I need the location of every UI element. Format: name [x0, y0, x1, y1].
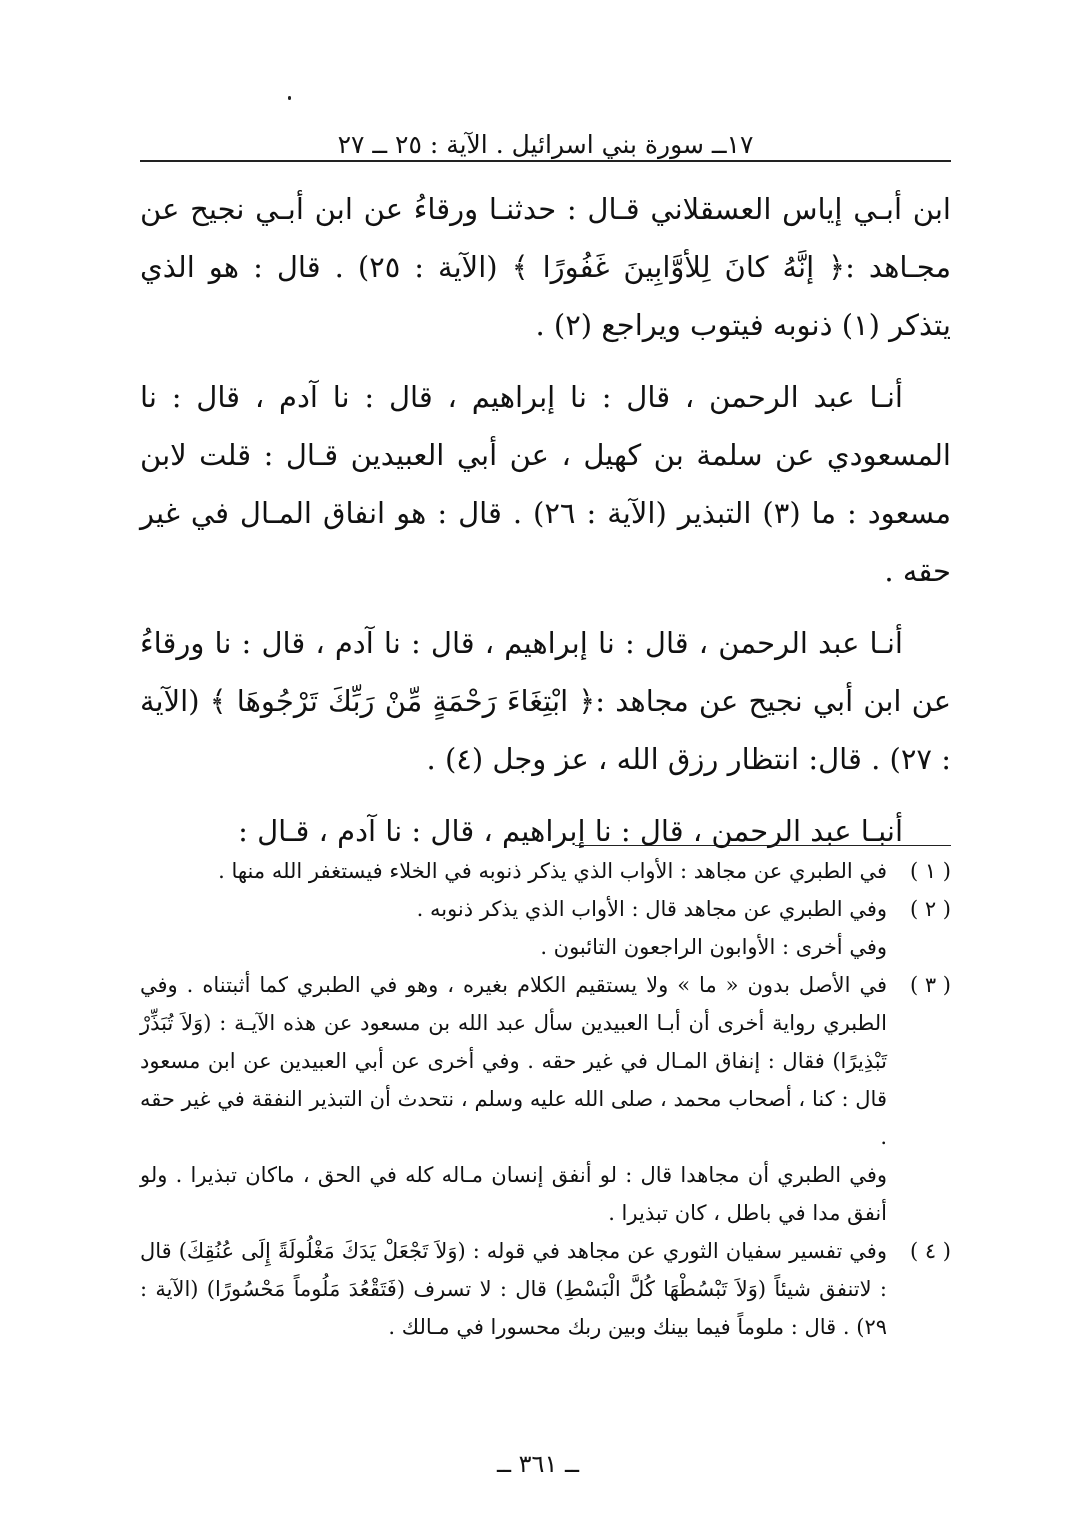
scan-speck — [288, 96, 291, 100]
page-number: ــ ٣٦١ ــ — [496, 1450, 580, 1478]
paragraph-1: ابن أبـي إياس العسقلاني قـال : حدثنـا ورقاءُ عن ابن أبـي نجيح عن مجـاهد :﴿ إنَّهُ كانَ لِلأوَّابِينَ غَفُورًا ﴾ (الآية : ٢٥) . قال : هو الذي يتذكر (١) ذنوبه فيتوب ويراجع (٢) . — [140, 192, 951, 342]
footnote-text: في الأصل بدون « ما » ولا يستقيم الكلام بغيره ، وهو في الطبري كما أثبتناه . وفي الطبري رواية أخرى أن أبـا العبيدين سأل عبد الله بن مسعود عن هذه الآيـة : (وَلاَ تُبَذِّرْ تَبْذِيرًا) فقال : إنفاق المـال في غير حقه . وفي أخرى عن أبي العبيدين عن ابن مسعود قال : كنا ، أصحاب محمد ، صلى الله عليه وسلم ، نتحدث أن التبذير النفقة في غير حقه . — [140, 973, 887, 1149]
footnote-text: في الطبري عن مجاهد : الأواب الذي يذكر ذنوبه في الخلاء فيستغفر الله منها . — [218, 859, 887, 883]
footnote-1 — [140, 852, 951, 890]
paragraph-2: أنـا عبد الرحمن ، قال : نا إبراهيم ، قال : نا آدم ، قال : نا المسعودي عن سلمة بن كهيل ، عن أبي العبيدين قـال : قلت لابن مسعود : ما (٣) التبذير (الآية : ٢٦) . قال : هو انفاق المـال في غير حقه . — [140, 380, 951, 588]
running-header: ١٧ــ سورة بني اسرائيل . الآية : ٢٥ ــ ٢٧ — [337, 130, 754, 159]
footnote-number: ( ١ ) — [909, 859, 951, 883]
footnote-2-continuation: وفي أخرى : الأوابون الراجعون التائبون . — [540, 935, 887, 959]
footnote-rule — [575, 845, 951, 846]
footnote-text: وفي الطبري عن مجاهد قال : الأواب الذي يذكر ذنوبه . — [416, 897, 887, 921]
paragraph-3: أنـا عبد الرحمن ، قال : نا إبراهيم ، قال : نا آدم ، قال : نا ورقاءُ عن ابن أبي نجيح عن مجاهد :﴿ ابْتِغَاءَ رَحْمَةٍ مِّنْ رَبِّكَ تَرْجُوهَا ﴾ (الآية : ٢٧) . قال: انتظار رزق الله ، عز وجل (٤) . — [140, 626, 951, 776]
footnotes — [140, 852, 951, 1346]
footnote-number: ( ٤ ) — [909, 1239, 951, 1263]
paragraph-4: أنبـا عبد الرحمن ، قال : نا إبراهيم ، قال : نا آدم ، قـال : — [238, 814, 903, 848]
header-rule — [140, 160, 951, 162]
footnote-4 — [140, 1232, 951, 1346]
footnote-number: ( ٢ ) — [909, 897, 951, 921]
footnote-2 — [140, 890, 951, 928]
footnote-text: وفي تفسير سفيان الثوري عن مجاهد في قوله : (وَلاَ تَجْعَلْ يَدَكَ مَغْلُولَةً إِلَى عُنُقِكَ) قال : لاتنفق شيئاً (وَلاَ تَبْسُطْهَا كُلَّ الْبَسْطِ) قال : لا تسرف (فَتَقْعُدَ مَلُوماً مَحْسُورًا) (الآية : ٢٩) . قال : ملوماً فيما بينك وبين ربك محسورا في مـالك . — [140, 1239, 887, 1339]
footnote-3 — [140, 966, 951, 1156]
main-text — [140, 180, 951, 874]
footnote-number: ( ٣ ) — [909, 973, 951, 997]
footnote-3-continuation: وفي الطبري أن مجاهدا قال : لو أنفق إنسان مـاله كله في الحق ، ماكان تبذيرا . ولو أنفق مدا في باطل ، كان تبذيرا . — [140, 1163, 887, 1225]
